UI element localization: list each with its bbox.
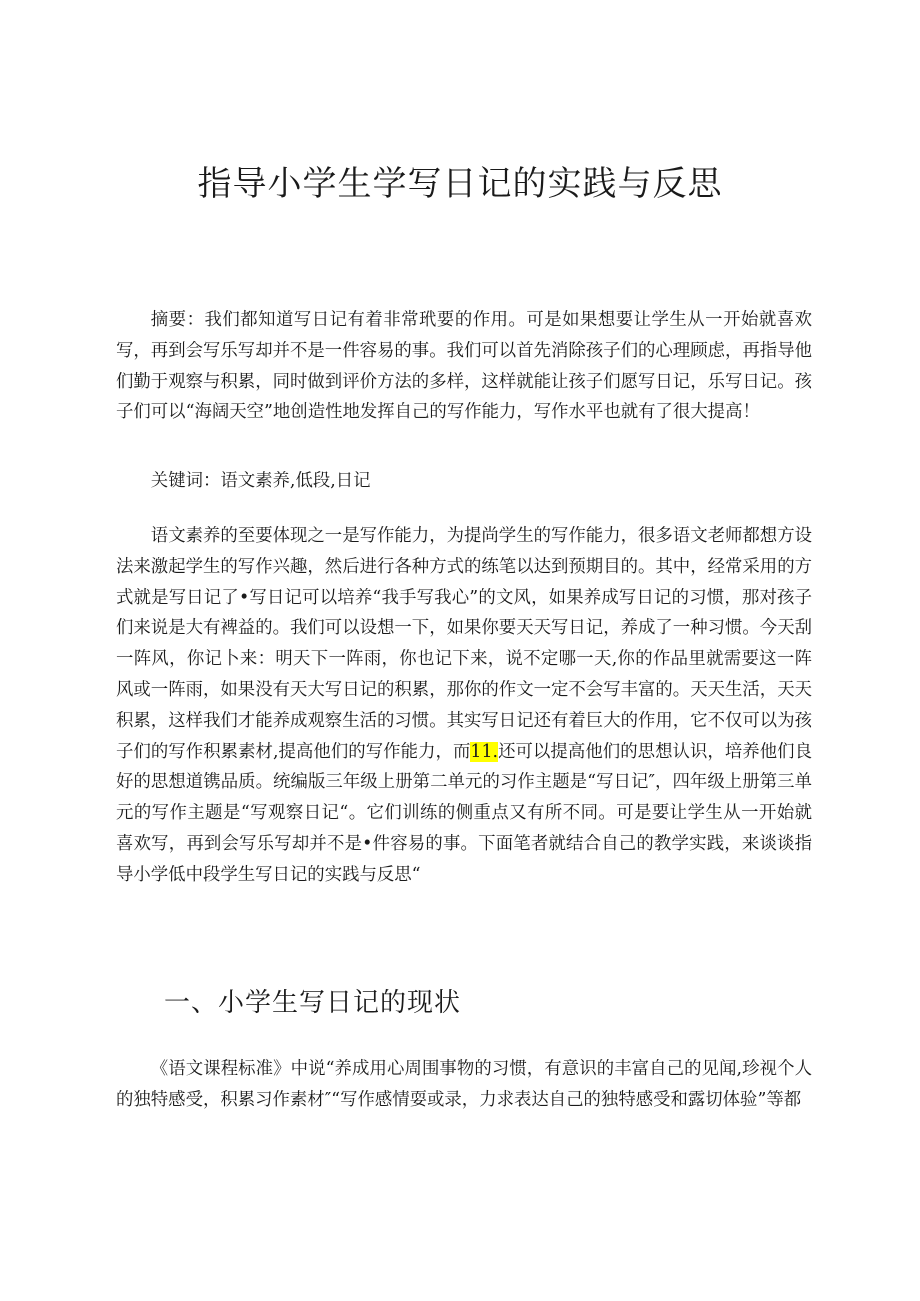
intro-text-part1: 语文素养的至要体现之一是写作能力，为提尚学生的写作能力，很多语文老师都想方设法来激起学生的写作兴趣，然后进行各种方式的练笔以达到预期目的。其中，经常采用的方式就是写日记了•写日记可以培养“我手写我心”的文风，如果养成写日记的习惯，那对孩子们来说是大有裨益的。我们可以设想一下，如果你要天天写日记，养成了一种习惯。今天刮一阵风，你记卜来：明天下一阵雨，你也记下来，说不定哪一天,你的作品里就需要这一阵风或一阵雨，如果没有天大写日记的积累，那你的作文一定不会写丰富的。天天生活，天天积累，这样我们才能养成观察生活的习惯。其实写日记还有着巨大的作用，它不仅可以为孩子们的写作积累素材,提高他们的写作能力，而 [116,526,812,762]
section-paragraph: 《语文课程标准》中说“养成用心周围事物的习惯，有意识的丰富自己的见闻,珍视个人的独特感受，积累习作素材″“写作感情耍或录，力求表达自己的独特感受和露切体验”等都 [116,1059,812,1110]
keywords-paragraph: 关键词：语文素养,低段,日记 [150,471,371,491]
intro-text-part2: 还可以提高他们的思想认识，培养他们良好的思想道镌品质。统编版三年级上册第二单元的习作主题是“写日记″，四年级上册第三单元的写作主题是“写观察日记“。它们训练的侧重点又有所不同。可是要让学生从一开始就喜欢写，再到会写乐写却并不是•件容易的事。下面笔者就结合自己的教学实践，来谈谈指导小学低中段学生写日记的实践与反思“ [116,741,812,885]
intro-paragraph [116,521,812,891]
highlighted-text: 11. [470,741,499,762]
section-heading: 一、小学生写日记的现状 [164,988,462,1018]
abstract-paragraph: 摘要：我们都知道写日记有着非常玳要的作用。可是如果想要让学生从一开始就喜欢写，再到会写乐写却并不是一件容易的事。我们可以首先消除孩子们的心理顾虑，再指导他们勤于观察与积累，同时做到评价方法的多样，这样就能让孩子们愿写日记，乐写日记。孩子们可以“海阔天空”地创造性地发挥自己的写作能力，写作水平也就有了很大提高！ [116,310,812,423]
document-title: 指导小学生学写日记的实践与反思 [197,164,723,204]
